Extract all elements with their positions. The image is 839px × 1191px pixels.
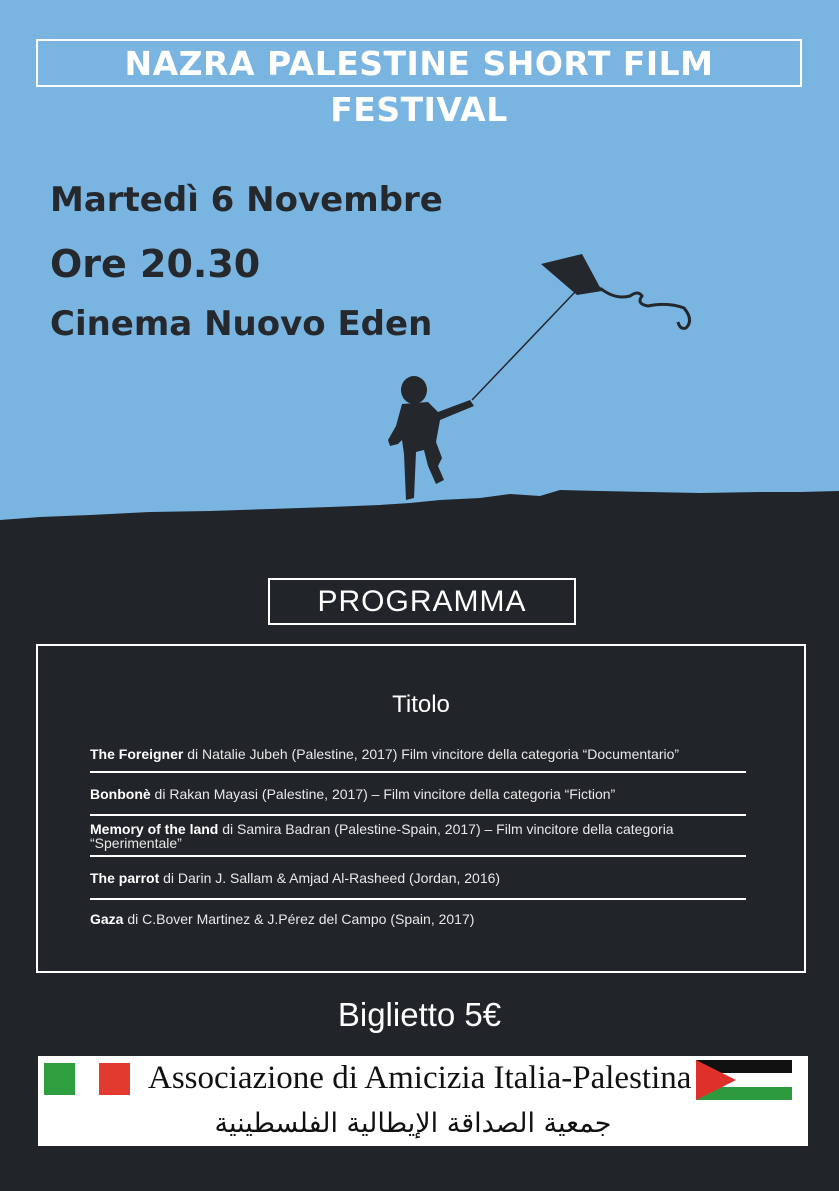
palestine-flag-icon <box>696 1060 792 1100</box>
association-banner <box>38 1056 808 1146</box>
program-label: PROGRAMMA <box>268 578 576 625</box>
row-divider <box>90 898 746 900</box>
film-title: Bonbonè <box>90 786 151 802</box>
row-divider <box>90 855 746 857</box>
film-details: di Samira Badran (Palestine-Spain, 2017) – Film vincitore della categoria “Sperimentale” <box>90 821 674 851</box>
film-title: The Foreigner <box>90 746 184 762</box>
film-details: di C.Bover Martinez & J.Pérez del Campo (Spain, 2017) <box>123 911 475 927</box>
film-entry <box>90 912 746 926</box>
festival-title: NAZRA PALESTINE SHORT FILM FESTIVAL <box>36 39 802 87</box>
boy-silhouette <box>388 376 474 500</box>
film-entry <box>90 747 746 761</box>
event-time: Ore 20.30 <box>50 242 261 286</box>
film-title: Memory of the land <box>90 821 219 837</box>
film-details: di Darin J. Sallam & Amjad Al-Rasheed (Jordan, 2016) <box>159 870 501 886</box>
film-title: Gaza <box>90 911 124 927</box>
row-divider <box>90 814 746 816</box>
kite-string <box>472 292 575 400</box>
column-title: Titolo <box>392 691 450 718</box>
association-name: Associazione di Amicizia Italia-Palestina <box>148 1060 692 1096</box>
row-divider <box>90 771 746 773</box>
kite-tail <box>600 288 690 328</box>
event-venue: Cinema Nuovo Eden <box>50 304 433 344</box>
film-details: di Rakan Mayasi (Palestine, 2017) – Film vincitore della categoria “Fiction” <box>150 786 616 802</box>
film-details: di Natalie Jubeh (Palestine, 2017) Film vincitore della categoria “Documentario” <box>183 746 680 762</box>
film-entry <box>90 822 746 850</box>
kite-shape <box>541 254 602 295</box>
ticket-price: Biglietto 5€ <box>337 996 502 1033</box>
italy-flag-icon <box>44 1063 130 1095</box>
association-name-arabic: جمعية الصداقة الإيطالية الفلسطينية <box>214 1108 612 1139</box>
film-entry <box>90 871 746 885</box>
program-table <box>36 644 806 973</box>
film-entry <box>90 787 746 801</box>
film-title: The parrot <box>90 870 160 886</box>
event-date: Martedì 6 Novembre <box>50 180 443 220</box>
